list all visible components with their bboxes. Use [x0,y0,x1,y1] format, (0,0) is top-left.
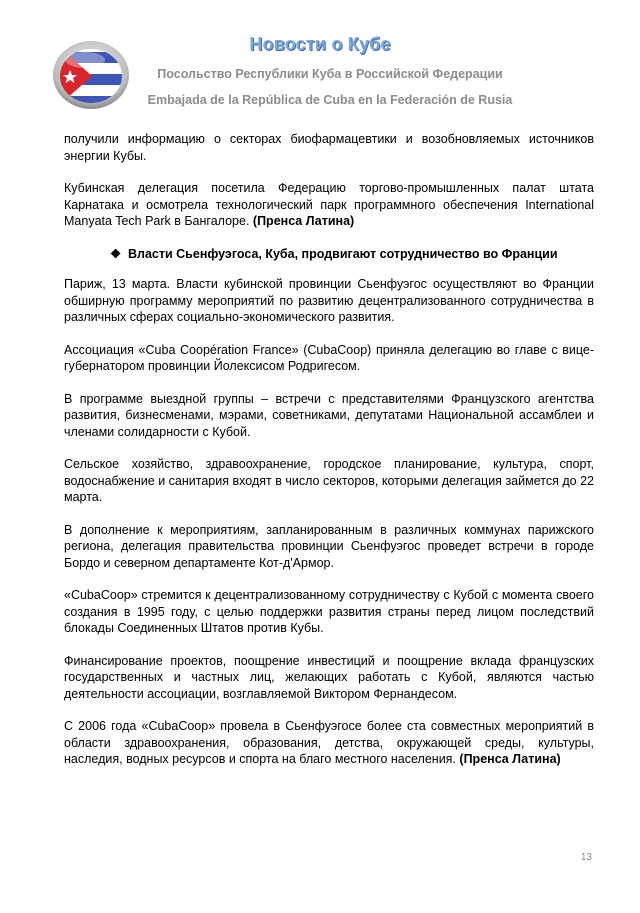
paragraph: В программе выездной группы – встречи с представителями Французского агентства развития, бизнесменами, мэрами, советниками, депутатами Национальной ассамблеи и членами солидарности с Кубой. [64,391,594,439]
source-credit: (Пренса Латина) [459,752,561,766]
article-body [64,131,594,784]
paragraph: Париж, 13 марта. Власти кубинской провинции Сьенфуэгос осуществляют во Франции обширную программу мероприятий по развитию децентрализованного сотрудничества в различных сферах социально-экономического развития. [64,277,594,324]
page-number: 13 [580,852,592,863]
paragraph: Финансирование проектов, поощрение инвестиций и поощрение вклада французских государственных и частных лиц, желающих работать с Кубой, являются частью деятельности ассоциации, возглавляемой Виктором Фернандесом. [64,653,594,701]
paragraph: получили информацию о секторах биофармацевтики и возобновляемых источников энергии Кубы. [64,132,594,163]
diamond-bullet-icon: ❖ [110,246,122,261]
paragraph-text: С 2006 года «CubaCoop» провела в Сьенфуэгосе более ста совместных мероприятий в области здравоохранения, образования, детства, окружающей среды, культуры, наследия, водных ресурсов и спорта на благо местного населения. [64,719,594,766]
paragraph-text: Кубинская делегация посетила Федерацию торгово-промышленных палат штата Карнатака и осмотрела технологический парк программного обеспечения International Manyata Tech Park в Бангалоре. [64,181,594,228]
paragraph: В дополнение к мероприятиям, запланированным в различных коммунах парижского региона, делегация правительства провинции Сьенфуэгос проведет встречи в городе Бордо и северном департаменте Кот-д'Армор. [64,522,594,570]
subtitle-spanish: Embajada de la República de Cuba en la Federación de Rusia [147,93,513,107]
paragraph [64,180,594,230]
source-credit: (Пренса Латина) [252,214,355,228]
article-heading [64,246,594,263]
subtitle-russian: Посольство Республики Куба в Российской Федерации [157,67,503,81]
newsletter-title: Новости о Кубе [249,34,391,54]
paragraph [64,718,594,768]
paragraph: Сельское хозяйство, здравоохранение, городское планирование, культура, спорт, водоснабжение и санитария входят в число секторов, которыми делегация займется до 22 марта. [64,457,594,504]
page-header [0,0,640,118]
paragraph: «CubaCoop» стремится к децентрализованному сотрудничеству с Кубой с момента своего создания в 1995 году, с целью поддержки развития страны перед лицом последствий блокады Соединенных Штатов против Кубы. [64,588,594,635]
paragraph: Ассоциация «Cuba Coopération France» (CubaCoop) приняла делегацию во главе с вице-губернатором провинции Йолексисом Родригесом. [64,342,594,373]
article-heading-text: Власти Сьенфуэгоса, Куба, продвигают сотрудничество во Франции [128,246,558,261]
